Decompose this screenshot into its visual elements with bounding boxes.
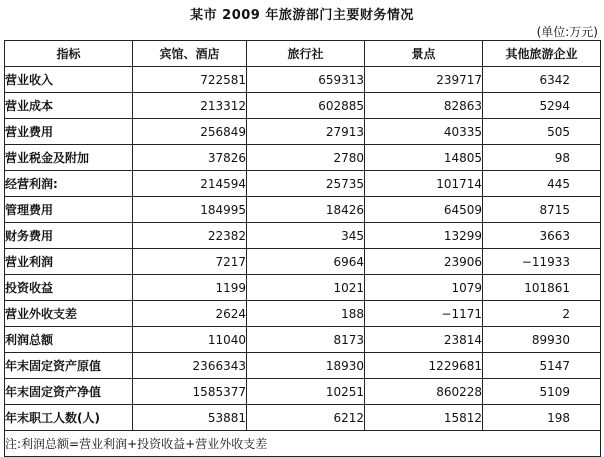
table-cell: 188 bbox=[247, 301, 365, 327]
row-label: 年末固定资产净值 bbox=[5, 379, 133, 405]
table-cell: 602885 bbox=[247, 93, 365, 119]
table-cell: 89930 bbox=[483, 327, 601, 353]
table-cell: 14805 bbox=[365, 145, 483, 171]
table-cell: 64509 bbox=[365, 197, 483, 223]
column-header-travel-agencies: 旅行社 bbox=[247, 41, 365, 67]
table-cell: 22382 bbox=[133, 223, 247, 249]
table-cell: 2624 bbox=[133, 301, 247, 327]
table-cell: 7217 bbox=[133, 249, 247, 275]
table-row bbox=[5, 197, 601, 223]
table-cell: 1229681 bbox=[365, 353, 483, 379]
page-title: 某市 2009 年旅游部门主要财务情况 bbox=[190, 8, 414, 23]
table-cell: 40335 bbox=[365, 119, 483, 145]
table-row bbox=[5, 301, 601, 327]
table-cell: 345 bbox=[247, 223, 365, 249]
row-label: 营业费用 bbox=[5, 119, 133, 145]
table-cell: 101861 bbox=[483, 275, 601, 301]
table-row bbox=[5, 275, 601, 301]
row-label: 年末职工人数(人) bbox=[5, 405, 133, 431]
table-cell: 860228 bbox=[365, 379, 483, 405]
note-row bbox=[5, 431, 601, 457]
row-label: 营业外收支差 bbox=[5, 301, 133, 327]
row-label: 营业收入 bbox=[5, 67, 133, 93]
table-cell: 101714 bbox=[365, 171, 483, 197]
table-cell: 1585377 bbox=[133, 379, 247, 405]
table-cell: 18426 bbox=[247, 197, 365, 223]
table-row bbox=[5, 379, 601, 405]
table-cell: 505 bbox=[483, 119, 601, 145]
table-cell: 722581 bbox=[133, 67, 247, 93]
table-row bbox=[5, 223, 601, 249]
financial-table bbox=[4, 40, 601, 457]
table-body bbox=[5, 67, 601, 431]
table-cell: 6342 bbox=[483, 67, 601, 93]
table-cell: 214594 bbox=[133, 171, 247, 197]
column-header-other-enterprises: 其他旅游企业 bbox=[483, 41, 601, 67]
table-cell: 256849 bbox=[133, 119, 247, 145]
table-cell: 239717 bbox=[365, 67, 483, 93]
table-note: 注:利润总额=营业利润+投资收益+营业外收支差 bbox=[5, 431, 601, 457]
column-header-scenic-spots: 景点 bbox=[365, 41, 483, 67]
table-cell: 18930 bbox=[247, 353, 365, 379]
table-cell: 445 bbox=[483, 171, 601, 197]
table-cell: 2 bbox=[483, 301, 601, 327]
row-label: 营业利润 bbox=[5, 249, 133, 275]
row-label: 财务费用 bbox=[5, 223, 133, 249]
table-cell: 659313 bbox=[247, 67, 365, 93]
column-header-indicator: 指标 bbox=[5, 41, 133, 67]
row-label: 年末固定资产原值 bbox=[5, 353, 133, 379]
table-cell: 1021 bbox=[247, 275, 365, 301]
row-label: 营业成本 bbox=[5, 93, 133, 119]
header-row bbox=[5, 41, 601, 67]
table-cell: 25735 bbox=[247, 171, 365, 197]
table-cell: 184995 bbox=[133, 197, 247, 223]
row-label: 营业税金及附加 bbox=[5, 145, 133, 171]
table-cell: 2366343 bbox=[133, 353, 247, 379]
table-cell: 6964 bbox=[247, 249, 365, 275]
table-cell: 5294 bbox=[483, 93, 601, 119]
row-label: 利润总额 bbox=[5, 327, 133, 353]
table-cell: 213312 bbox=[133, 93, 247, 119]
table-cell: 8173 bbox=[247, 327, 365, 353]
table-cell: 53881 bbox=[133, 405, 247, 431]
table-cell: 3663 bbox=[483, 223, 601, 249]
table-cell: 2780 bbox=[247, 145, 365, 171]
table-cell: 15812 bbox=[365, 405, 483, 431]
table-cell: −11933 bbox=[483, 249, 601, 275]
table-cell: 27913 bbox=[247, 119, 365, 145]
table-cell: 23814 bbox=[365, 327, 483, 353]
table-cell: 98 bbox=[483, 145, 601, 171]
row-label: 投资收益 bbox=[5, 275, 133, 301]
table-cell: 1079 bbox=[365, 275, 483, 301]
table-row bbox=[5, 171, 601, 197]
table-cell: 37826 bbox=[133, 145, 247, 171]
table-cell: 82863 bbox=[365, 93, 483, 119]
table-row bbox=[5, 405, 601, 431]
table-cell: 198 bbox=[483, 405, 601, 431]
table-cell: 6212 bbox=[247, 405, 365, 431]
table-cell: 5147 bbox=[483, 353, 601, 379]
unit-label: (单位:万元) bbox=[536, 25, 598, 39]
table-cell: 5109 bbox=[483, 379, 601, 405]
row-label: 管理费用 bbox=[5, 197, 133, 223]
table-cell: 23906 bbox=[365, 249, 483, 275]
column-header-hotels: 宾馆、酒店 bbox=[133, 41, 247, 67]
table-row bbox=[5, 119, 601, 145]
row-label: 经营利润: bbox=[5, 171, 133, 197]
table-cell: 8715 bbox=[483, 197, 601, 223]
table-cell: 1199 bbox=[133, 275, 247, 301]
table-row bbox=[5, 93, 601, 119]
table-row bbox=[5, 145, 601, 171]
table-cell: −1171 bbox=[365, 301, 483, 327]
table-row bbox=[5, 353, 601, 379]
table-row bbox=[5, 249, 601, 275]
table-row bbox=[5, 67, 601, 93]
table-cell: 13299 bbox=[365, 223, 483, 249]
table-cell: 11040 bbox=[133, 327, 247, 353]
table-row bbox=[5, 327, 601, 353]
table-cell: 10251 bbox=[247, 379, 365, 405]
